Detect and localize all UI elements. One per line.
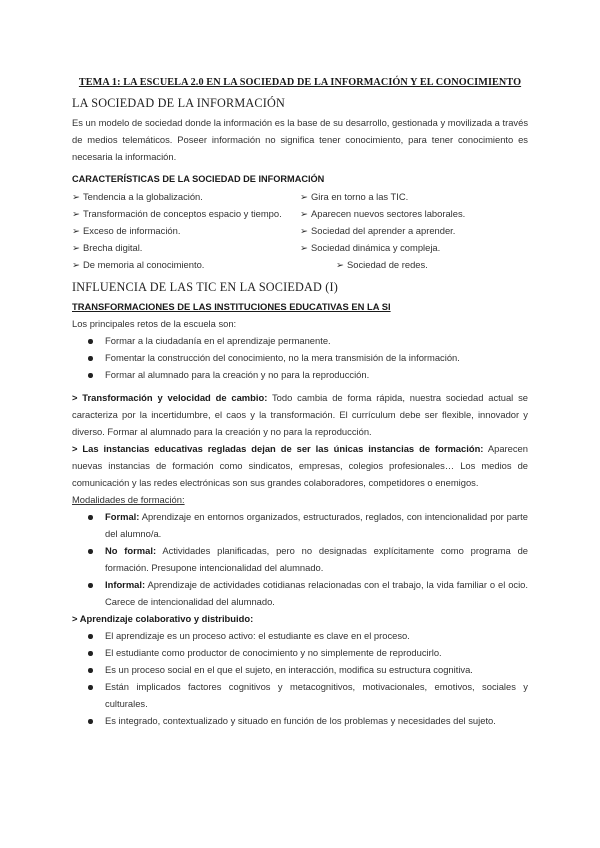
list-item-text: Aparecen nuevos sectores laborales.: [311, 208, 466, 219]
document-title: TEMA 1: LA ESCUELA 2.0 EN LA SOCIEDAD DE LA INFORMACIÓN Y EL CONOCIMIENTO: [78, 77, 522, 88]
section-heading-sociedad-informacion: LA SOCIEDAD DE LA INFORMACIÓN: [72, 96, 285, 110]
document-page: [72, 74, 528, 729]
arrow-bullet-icon: ➢: [300, 191, 308, 202]
bullet-dot-icon: [88, 549, 93, 554]
arrow-bullet-icon: ➢: [336, 259, 344, 270]
list-item-text: Sociedad del aprender a aprender.: [311, 225, 456, 236]
paragraph-instancias: [72, 440, 528, 491]
list-item: [72, 205, 300, 222]
arrow-bullet-icon: ➢: [300, 225, 308, 236]
list-item-text: Están implicados factores cognitivos y metacognitivos, motivacionales, emotivos, sociales y culturales.: [105, 681, 528, 709]
list-item-text: Actividades planificadas, pero no designadas explícitamente como programa de formación. Presupone intencionalidad del alumnado.: [105, 545, 529, 573]
characteristics-heading: CARACTERÍSTICAS DE LA SOCIEDAD DE INFORMACIÓN: [72, 174, 325, 184]
paragraph-transformacion: [72, 389, 528, 440]
arrow-bullet-icon: ➢: [72, 225, 80, 236]
characteristics-columns: [72, 188, 528, 273]
paragraph-lead: > Transformación y velocidad de cambio:: [72, 392, 268, 403]
list-item: [86, 661, 528, 678]
list-item-text: De memoria al conocimiento.: [83, 259, 205, 270]
retos-intro: Los principales retos de la escuela son:: [72, 318, 237, 329]
list-item: [86, 678, 528, 712]
arrow-bullet-icon: ➢: [72, 208, 80, 219]
bullet-dot-icon: [88, 651, 93, 656]
bullet-dot-icon: [88, 356, 93, 361]
bullet-dot-icon: [88, 668, 93, 673]
definition-paragraph: Es un modelo de sociedad donde la información es la base de su desarrollo, gestionada y movilizada a través de medios telemáticos. Poseer información no significa tener conocimiento, para tener conocimiento es necesaria la información.: [72, 117, 529, 162]
list-item: [300, 205, 528, 222]
retos-list: [72, 332, 528, 383]
modalidades-label: Modalidades de formación:: [72, 494, 185, 505]
list-item: [300, 188, 528, 205]
list-item-text: Sociedad de redes.: [347, 259, 428, 270]
bullet-dot-icon: [88, 339, 93, 344]
list-item-text: Gira en torno a las TIC.: [311, 191, 409, 202]
list-item-text: Sociedad dinámica y compleja.: [311, 242, 441, 253]
list-item-text: Transformación de conceptos espacio y tiempo.: [83, 208, 282, 219]
list-item: [300, 239, 528, 256]
modalidades-list: [72, 508, 528, 610]
list-item-text: Aprendizaje de actividades cotidianas relacionadas con el trabajo, la vida familiar o el ocio. Carece de intencionalidad del alumnado.: [105, 579, 528, 607]
list-item: [72, 222, 300, 239]
arrow-bullet-icon: ➢: [72, 191, 80, 202]
paragraph-lead: > Las instancias educativas regladas dejan de ser las únicas instancias de formación:: [72, 443, 484, 454]
list-item: [300, 256, 528, 273]
characteristics-left-column: [72, 188, 300, 273]
paragraph-text: Todo cambia de forma rápida, nuestra sociedad actual se caracteriza por la incertidumbre, el caos y la transformación. El currículum debe ser flexible, innovador y diverso. Formar al alumnado para la creación y no para la reproducción.: [72, 392, 528, 437]
list-item: [72, 239, 300, 256]
list-item: [86, 712, 528, 729]
list-item-text: Aprendizaje en entornos organizados, estructurados, reglados, con intencionalidad por parte del alumno/a.: [105, 511, 528, 539]
list-item: [300, 222, 528, 239]
list-item-lead: Informal:: [105, 579, 146, 590]
list-item: [86, 542, 528, 576]
arrow-bullet-icon: ➢: [300, 242, 308, 253]
arrow-bullet-icon: ➢: [72, 259, 80, 270]
characteristics-right-column: [300, 188, 528, 273]
list-item-text: Es integrado, contextualizado y situado en función de los problemas y necesidades del sujeto.: [105, 715, 496, 726]
bullet-dot-icon: [88, 583, 93, 588]
list-item-text: El aprendizaje es un proceso activo: el estudiante es clave en el proceso.: [105, 630, 410, 641]
list-item: [86, 349, 528, 366]
list-item-lead: No formal:: [105, 545, 157, 556]
list-item-text: Formar a la ciudadanía en el aprendizaje permanente.: [105, 335, 331, 346]
paragraph-text: Aparecen nuevas instancias de formación como sindicatos, empresas, colegios profesionales… Los medios de comunicación y las redes electrónicas son sus grandes colaboradores, competidores o enemigos.: [72, 443, 528, 488]
list-item: [86, 644, 528, 661]
list-item-lead: Formal:: [105, 511, 140, 522]
list-item: [86, 366, 528, 383]
bullet-dot-icon: [88, 373, 93, 378]
paragraph-colaborativo-lead: > Aprendizaje colaborativo y distribuido:: [72, 613, 254, 624]
arrow-bullet-icon: ➢: [72, 242, 80, 253]
list-item-text: Tendencia a la globalización.: [83, 191, 203, 202]
list-item-text: Formar al alumnado para la creación y no para la reproducción.: [105, 369, 370, 380]
list-item: [72, 256, 300, 273]
list-item-text: Fomentar la construcción del conocimiento, no la mera transmisión de la información.: [105, 352, 460, 363]
colaborativo-list: [72, 627, 528, 729]
bullet-dot-icon: [88, 685, 93, 690]
list-item-text: El estudiante como productor de conocimiento y no simplemente de reproducirlo.: [105, 647, 442, 658]
list-item-text: Brecha digital.: [83, 242, 143, 253]
bullet-dot-icon: [88, 515, 93, 520]
list-item: [72, 188, 300, 205]
list-item: [86, 627, 528, 644]
list-item: [86, 576, 528, 610]
bullet-dot-icon: [88, 719, 93, 724]
section-heading-influencia-tic: INFLUENCIA DE LAS TIC EN LA SOCIEDAD (I): [72, 280, 339, 294]
list-item: [86, 508, 528, 542]
list-item: [86, 332, 528, 349]
subheading-transformaciones: TRANSFORMACIONES DE LAS INSTITUCIONES EDUCATIVAS EN LA SI: [72, 301, 391, 312]
bullet-dot-icon: [88, 634, 93, 639]
list-item-text: Es un proceso social en el que el sujeto, en interacción, modifica su estructura cognitiva.: [105, 664, 473, 675]
list-item-text: Exceso de información.: [83, 225, 181, 236]
arrow-bullet-icon: ➢: [300, 208, 308, 219]
